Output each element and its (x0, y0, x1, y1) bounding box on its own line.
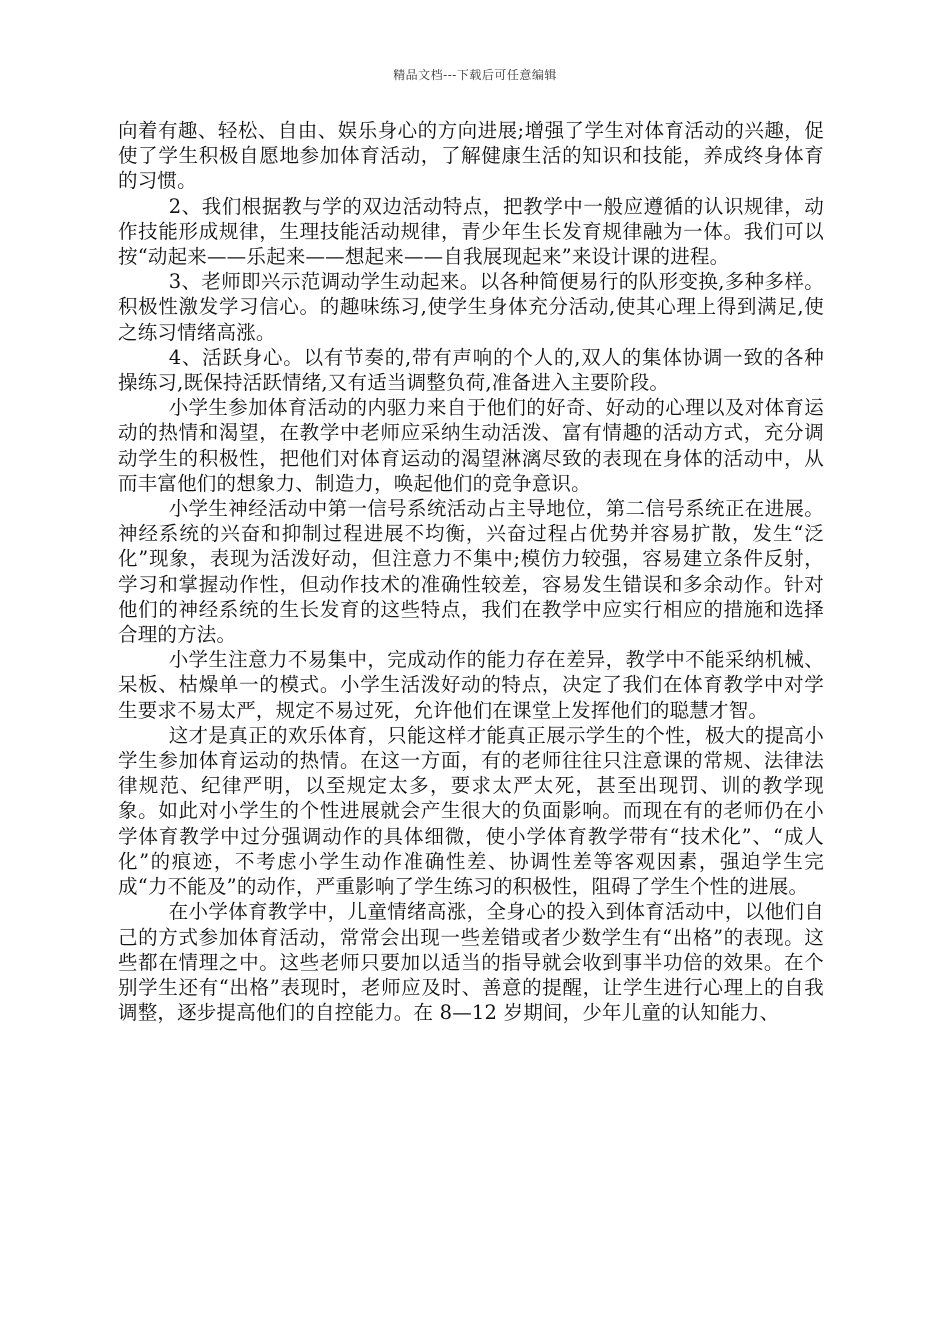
paragraph-8: 这才是真正的欢乐体育，只能这样才能真正展示学生的个性，极大的提高小学生参加体育运动的热情。在这一方面，有的老师往往只注意课的常规、法律法律规范、纪律严明，以至规定太多，要求太严太死，甚至出现罚、训的教学现象。如此对小学生的个性进展就会产生很大的负面影响。而现在有的老师仍在小学体育教学中过分强调动作的具体细微，使小学体育教学带有“技术化”、“成人化”的痕迹，不考虑小学生动作准确性差、协调性差等客观因素，强迫学生完成“力不能及”的动作，严重影响了学生练习的积极性，阻碍了学生个性的进展。 (118, 723, 824, 899)
paragraph-4: 4、活跃身心。以有节奏的,带有声响的个人的,双人的集体协调一致的各种操练习,既保持活跃情绪,又有适当调整负荷,准备进入主要阶段。 (118, 345, 824, 395)
paragraph-2: 2、我们根据教与学的双边活动特点，把教学中一般应遵循的认识规律，动作技能形成规律，生理技能活动规律，青少年生长发育规律融为一体。我们可以按“动起来——乐起来——想起来——自我展现起来”来设计课的进程。 (118, 194, 824, 269)
paragraph-1: 向着有趣、轻松、自由、娱乐身心的方向进展;增强了学生对体育活动的兴趣，促使了学生积极自愿地参加体育活动，了解健康生活的知识和技能，养成终身体育的习惯。 (118, 119, 824, 193)
paragraph-5: 小学生参加体育活动的内驱力来自于他们的好奇、好动的心理以及对体育运动的热情和渴望，在教学中老师应采纳生动活泼、富有情趣的活动方式，充分调动学生的积极性，把他们对体育运动的渴望淋漓尽致的表现在身体的活动中，从而丰富他们的想象力、制造力，唤起他们的竞争意识。 (118, 396, 824, 495)
paragraph-7: 小学生注意力不易集中，完成动作的能力存在差异，教学中不能采纳机械、呆板、枯燥单一的模式。小学生活泼好动的特点，决定了我们在体育教学中对学生要求不易太严，规定不易过死，允许他们在课堂上发挥他们的聪慧才智。 (118, 648, 824, 722)
page-header: 精品文档---下载后可任意编辑 (393, 68, 557, 82)
paragraph-3: 3、老师即兴示范调动学生动起来。以各种简便易行的队形变换,多种多样。积极性激发学习信心。的趣味练习,使学生身体充分活动,使其心理上得到满足,使之练习情绪高涨。 (118, 270, 824, 344)
paragraph-9: 在小学体育教学中，儿童情绪高涨，全身心的投入到体育活动中，以他们自己的方式参加体育活动，常常会出现一些差错或者少数学生有“出格”的表现。这些都在情理之中。这些老师只要加以适当的指导就会收到事半功倍的效果。在个别学生还有“出格”表现时，老师应及时、善意的提醒，让学生进行心理上的自我调整，逐步提高他们的自控能力。在 8—12 岁期间，少年儿童的认知能力、 (118, 900, 824, 1025)
document-body (118, 118, 824, 1025)
paragraph-6: 小学生神经活动中第一信号系统活动占主导地位，第二信号系统正在进展。神经系统的兴奋和抑制过程进展不均衡，兴奋过程占优势并容易扩散，发生“泛化”现象，表现为活泼好动，但注意力不集中;模仿力较强，容易建立条件反射，学习和掌握动作性，但动作技术的准确性较差，容易发生错误和多余动作。针对他们的神经系统的生长发育的这些特点，我们在教学中应实行相应的措施和选择合理的方法。 (118, 497, 824, 647)
